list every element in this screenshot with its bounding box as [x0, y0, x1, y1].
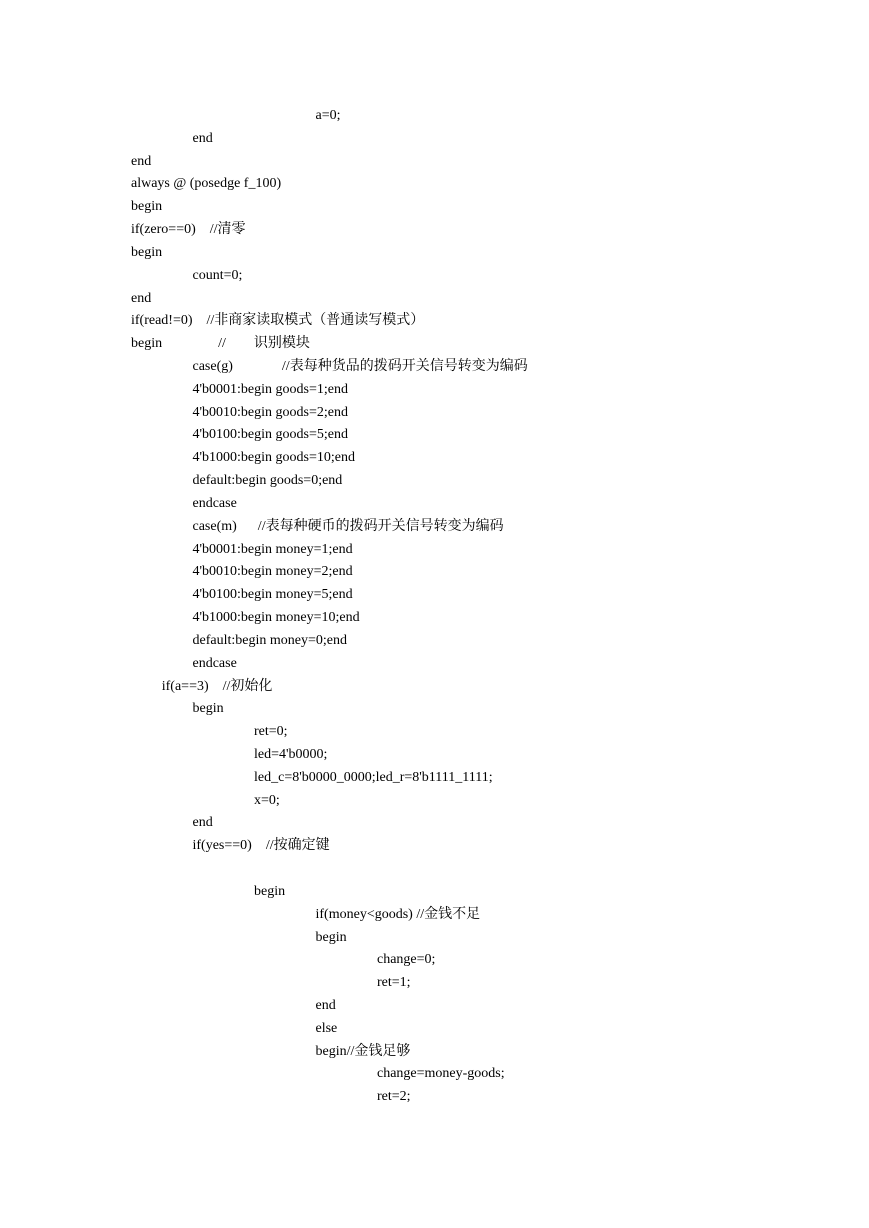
code-line: begin: [131, 244, 163, 260]
code-line: led=4'b0000;: [254, 746, 328, 762]
code-line: led_c=8'b0000_0000;led_r=8'b1111_1111;: [254, 769, 493, 785]
code-line: default:begin money=0;end: [192, 632, 347, 648]
code-line: else: [315, 1020, 338, 1036]
code-line: case(m) //表每种硬币的拨码开关信号转变为编码: [192, 518, 504, 534]
code-line: 4'b1000:begin goods=10;end: [192, 450, 355, 466]
code-line: end: [131, 290, 152, 306]
code-line: if(zero==0) //清零: [131, 222, 246, 238]
code-line: count=0;: [192, 267, 243, 283]
code-line: change=0;: [377, 952, 436, 968]
code-line: endcase: [192, 495, 237, 511]
code-line: if(yes==0) //按确定键: [192, 838, 330, 854]
code-line: a=0;: [315, 108, 341, 123]
code-line: 4'b0001:begin money=1;end: [192, 541, 353, 557]
code-line: 4'b0001:begin goods=1;end: [192, 381, 348, 397]
code-line: endcase: [192, 655, 237, 671]
code-line: 4'b0010:begin money=2;end: [192, 564, 353, 580]
code-line: begin//金钱足够: [315, 1043, 411, 1059]
code-line: 4'b0010:begin goods=2;end: [192, 404, 348, 420]
code-line: if(money<goods) //金钱不足: [315, 906, 481, 922]
code-line: ret=2;: [377, 1089, 411, 1105]
code-line: begin // 识别模块: [131, 336, 310, 352]
code-line: ret=1;: [377, 975, 411, 991]
code-line: end: [192, 130, 213, 146]
code-line: always @ (posedge f_100): [131, 176, 282, 192]
code-line: if(read!=0) //非商家读取模式（普通读写模式）: [131, 313, 425, 329]
code-line: begin: [131, 199, 163, 215]
code-line: begin: [192, 701, 224, 717]
code-line: end: [192, 815, 213, 831]
code-line: begin: [315, 929, 347, 945]
code-line: begin: [254, 883, 286, 899]
code-line: 4'b1000:begin money=10;end: [192, 610, 360, 626]
code-line: 4'b0100:begin goods=5;end: [192, 427, 348, 443]
code-line: end: [315, 997, 336, 1013]
code-line: if(a==3) //初始化: [161, 678, 273, 694]
code-line: ret=0;: [254, 724, 288, 740]
code-line: end: [131, 153, 152, 169]
code-line: 4'b0100:begin money=5;end: [192, 587, 353, 603]
code-line: case(g) //表每种货品的拨码开关信号转变为编码: [192, 359, 528, 375]
code-line: change=money-goods;: [377, 1066, 505, 1082]
code-line: default:begin goods=0;end: [192, 473, 343, 489]
code-line: x=0;: [254, 792, 280, 808]
